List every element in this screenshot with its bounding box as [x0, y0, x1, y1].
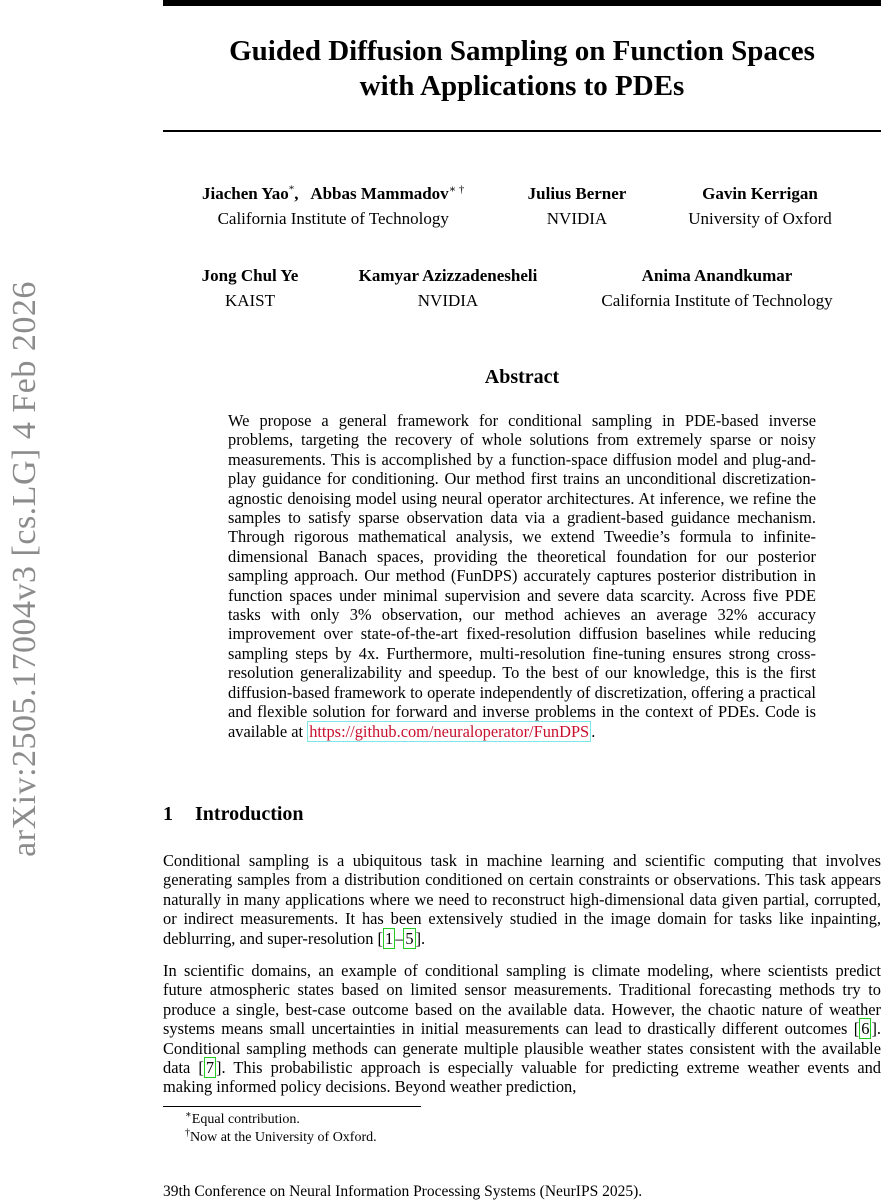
- author-name: Jiachen Yao: [202, 184, 289, 203]
- code-repository-link[interactable]: https://github.com/neuraloperator/FunDPS: [309, 721, 590, 741]
- intro-paragraph-1: Conditional sampling is a ubiquitous task in machine learning and scientific computing that involves generating samples from a distribution conditioned on certain constraints or observations. This task appears naturally in many applications where we need to reconstruct high-dimensional data given partial, corrupted, or indirect measurements. It has been extensively studied in the image domain for tasks like inpainting, deblurring, and super-resolution [ 1 – 5 ].: [163, 851, 881, 948]
- author-affiliation: University of Oxford: [688, 209, 832, 228]
- author-block-ye: [190, 263, 310, 313]
- author-block-azizzadenesheli: [345, 263, 551, 313]
- author-name: Julius Berner: [527, 184, 627, 203]
- abstract-heading: Abstract: [484, 366, 560, 388]
- author-block-kerrigan: [680, 181, 840, 231]
- intro-paragraph-2: In scientific domains, an example of conditional sampling is climate modeling, where scientists predict future atmospheric states based on limited sensor measurements. Traditional forecasting methods try to produce a single, best-case outcome based on the available data. However, the chaotic nature of weather systems means small uncertainties in initial measurements can lead to drastically different outcomes [ 6 ]. Conditional sampling methods can generate multiple plausible weather states consistent with the available data [ 7 ]. This probabilistic approach is especially valuable for predicting extreme weather events and making informed policy decisions. Beyond weather prediction,: [163, 961, 881, 1097]
- author-name: Kamyar Azizzadenesheli: [358, 266, 538, 285]
- author-affiliation: KAIST: [224, 291, 276, 310]
- section-title: Introduction: [195, 803, 304, 825]
- author-affiliation: California Institute of Technology: [601, 291, 833, 310]
- section-number: 1: [163, 803, 173, 825]
- footnote-text: Equal contribution.: [191, 1112, 300, 1127]
- citation-link[interactable]: 1: [384, 928, 394, 948]
- footnote-rule: [163, 1106, 421, 1107]
- footnote-text: Now at the University of Oxford.: [190, 1130, 377, 1145]
- footnote-affiliation-change: [185, 1129, 377, 1147]
- author-name: Jong Chul Ye: [201, 266, 299, 285]
- paper-title: [163, 34, 881, 104]
- conference-footer: 39th Conference on Neural Information Processing Systems (NeurIPS 2025).: [163, 1183, 643, 1200]
- arxiv-identifier-stamp: arXiv:2505.17004v3 [cs.LG] 4 Feb 2026: [6, 281, 43, 857]
- title-line-1: Guided Diffusion Sampling on Function Spaces: [229, 35, 815, 67]
- footnote-equal-contribution: [185, 1111, 300, 1129]
- title-rule: [163, 130, 881, 132]
- author-mark: ∗ †: [448, 183, 465, 196]
- footnote-mark: ∗: [185, 1109, 192, 1121]
- footnote-mark: †: [185, 1127, 190, 1139]
- author-block-yao-mammadov: Jiachen Yao*, Abbas Mammadov∗ † California Institute of Technology: [202, 181, 464, 231]
- author-name: Gavin Kerrigan: [702, 184, 818, 203]
- citation-link[interactable]: 5: [405, 928, 414, 948]
- author-affiliation: California Institute of Technology: [217, 209, 449, 228]
- section-heading-introduction: [163, 803, 304, 826]
- author-affiliation: NVIDIA: [417, 291, 479, 310]
- top-rule: [163, 0, 881, 6]
- citation-link[interactable]: 7: [205, 1058, 215, 1078]
- author-name: Abbas Mammadov: [310, 184, 449, 203]
- author-name: Anima Anandkumar: [641, 266, 793, 285]
- title-line-2: with Applications to PDEs: [359, 70, 685, 102]
- author-affiliation: NVIDIA: [546, 209, 608, 228]
- author-block-anandkumar: [590, 263, 844, 313]
- author-mark: *: [288, 183, 295, 196]
- citation-link[interactable]: 6: [861, 1019, 870, 1039]
- abstract-text: We propose a general framework for conditional sampling in PDE-based inverse problems, targeting the recovery of whole solutions from extremely sparse or noisy measurements. This is accomplished by a function-space diffusion model and plug-and-play guidance for conditioning. Our method first trains an unconditional discretization-agnostic denoising model using neural operator architectures. At inference, we refine the samples to satisfy sparse observation data via a gradient-based guidance mechanism. Through rigorous mathematical analysis, we extend Tweedie’s formula to infinite-dimensional Banach spaces, providing the theoretical foundation for our posterior sampling approach. Our method (FunDPS) accurately captures posterior distribution in function spaces under minimal supervision and severe data scarcity. Across five PDE tasks with only 3% observation, our method achieves an average 32% accuracy improvement over state-of-the-art fixed-resolution diffusion baselines while reducing sampling steps by 4x. Furthermore, multi-resolution fine-tuning ensures strong cross-resolution generalizability and speedup. To the best of our knowledge, this is the first diffusion-based framework to operate independently of discretization, offering a practical and flexible solution for forward and inverse problems in the context of PDEs. Code is available at https://github.com/neuraloperator/FunDPS .: [228, 411, 816, 741]
- author-block-berner: [517, 181, 637, 231]
